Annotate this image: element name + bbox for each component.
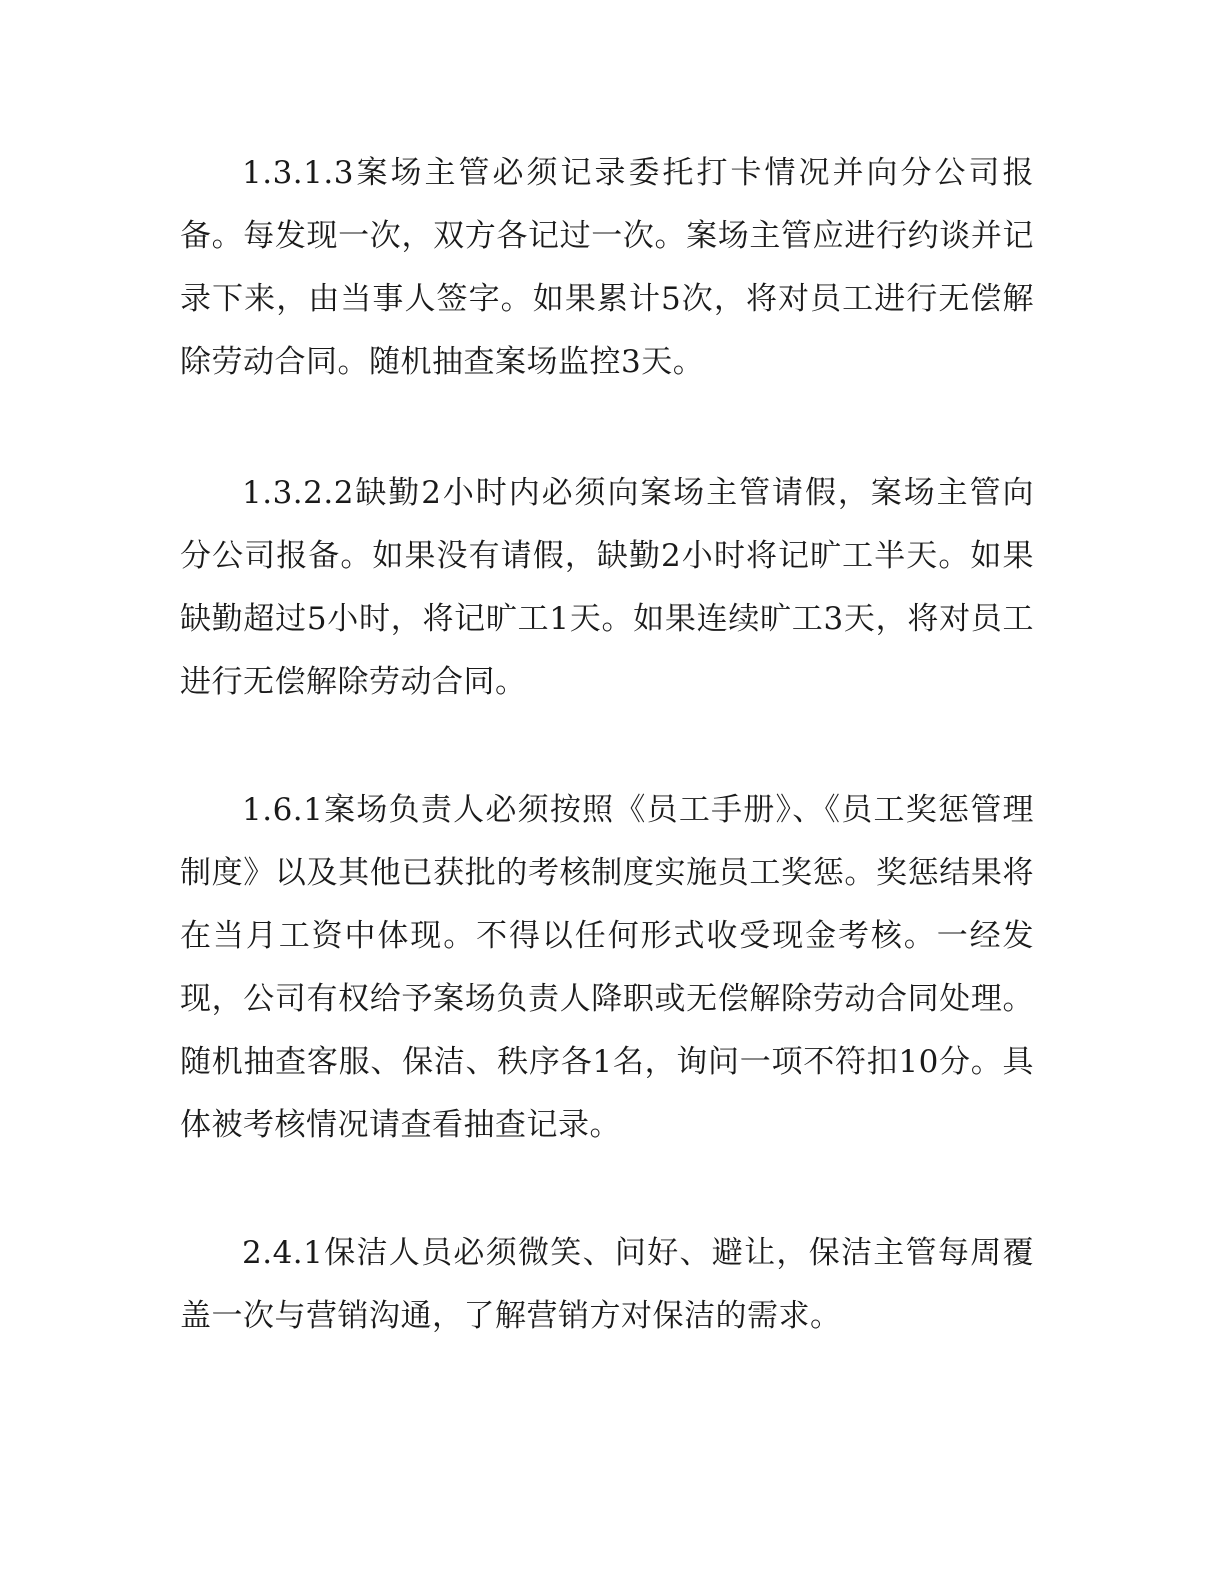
clause-number: 1.3.2.2 bbox=[242, 475, 354, 511]
clause-number: 1.3.1.3 bbox=[242, 155, 354, 191]
clause-text: 缺勤2小时内必须向案场主管请假，案场主管向分公司报备。如果没有请假，缺勤2小时将记旷工半天。如果缺勤超过5小时，将记旷工1天。如果连续旷工3天，将对员工进行无偿解除劳动合同。 bbox=[180, 475, 1034, 700]
clause-text: 案场主管必须记录委托打卡情况并向分公司报备。每发现一次，双方各记过一次。案场主管应进行约谈并记录下来，由当事人签字。如果累计5次，将对员工进行无偿解除劳动合同。随机抽查案场监控3天。 bbox=[180, 155, 1034, 380]
clause-number: 1.6.1 bbox=[242, 792, 324, 828]
paragraph-1-3-2-2 bbox=[180, 462, 1034, 714]
paragraph-2-4-1 bbox=[180, 1222, 1034, 1348]
clause-text: 保洁人员必须微笑、问好、避让，保洁主管每周覆盖一次与营销沟通，了解营销方对保洁的需求。 bbox=[180, 1235, 1034, 1334]
clause-number: 2.4.1 bbox=[242, 1235, 324, 1271]
paragraph-1-3-1-3 bbox=[180, 142, 1034, 394]
clause-text: 案场负责人必须按照《员工手册》、《员工奖惩管理制度》以及其他已获批的考核制度实施员工奖惩。奖惩结果将在当月工资中体现。不得以任何形式收受现金考核。一经发现，公司有权给予案场负责人降职或无偿解除劳动合同处理。随机抽查客服、保洁、秩序各1名，询问一项不符扣10分。具体被考核情况请查看抽查记录。 bbox=[180, 792, 1034, 1143]
paragraph-1-6-1 bbox=[180, 779, 1034, 1157]
